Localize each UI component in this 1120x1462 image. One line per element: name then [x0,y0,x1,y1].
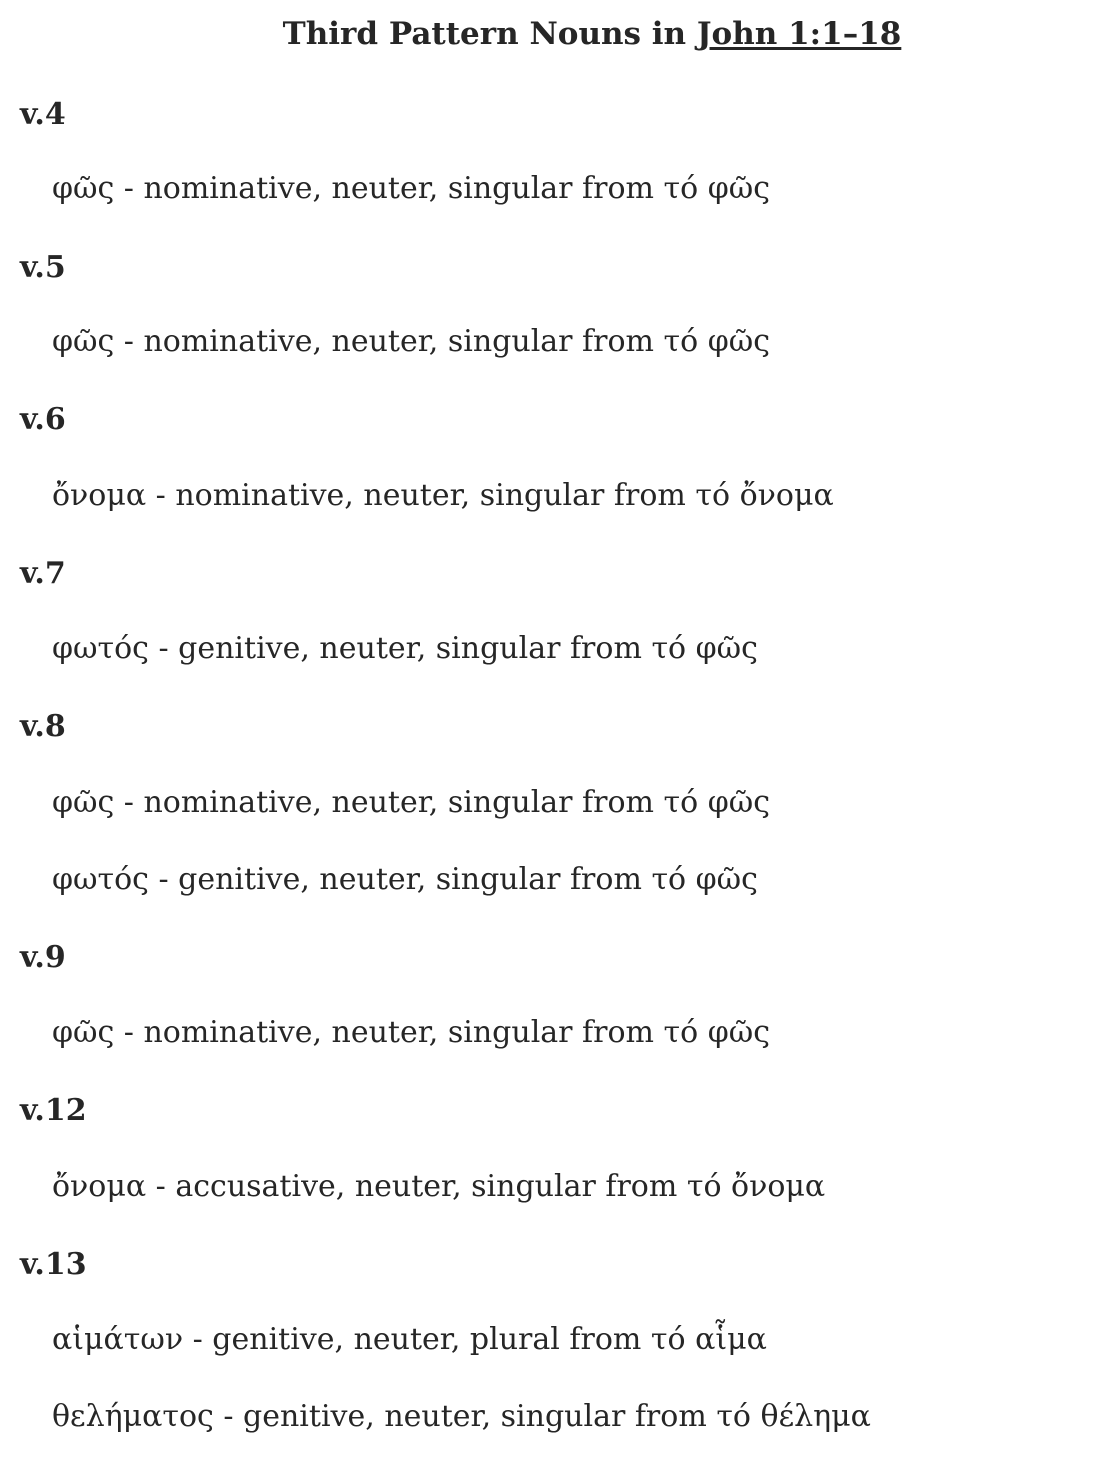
noun-entry: φῶς - nominative, neuter, singular from τό φῶς [52,324,771,359]
noun-entry: φῶς - nominative, neuter, singular from τό φῶς [52,785,771,820]
noun-entry: φῶς - nominative, neuter, singular from τό φῶς [52,171,771,206]
noun-entry: ὄνομα - accusative, neuter, singular from τό ὄνομα [52,1169,826,1204]
passage-reference-link[interactable]: John 1:1–18 [696,16,902,52]
page-title [0,14,1120,54]
verse-heading: v.8 [20,709,66,744]
noun-entry: ὄνομα - nominative, neuter, singular from τό ὄνομα [52,478,834,513]
noun-entry: φῶς - nominative, neuter, singular from τό φῶς [52,1015,771,1050]
noun-entry: αἱμάτων - genitive, neuter, plural from τό αἷμα [52,1322,767,1357]
verse-heading: v.4 [20,97,66,132]
verse-heading: v.7 [20,556,66,591]
noun-entry: φωτός - genitive, neuter, singular from τό φῶς [52,862,758,897]
verse-heading: v.6 [20,402,66,437]
title-prefix: Third Pattern Nouns in [282,16,697,52]
verse-heading: v.12 [20,1093,87,1128]
noun-entry: θελήματος - genitive, neuter, singular from τό θέλημα [52,1399,871,1434]
verse-heading: v.13 [20,1247,87,1282]
verse-heading: v.9 [20,940,66,975]
noun-entry: φωτός - genitive, neuter, singular from τό φῶς [52,631,758,666]
verse-heading: v.5 [20,250,66,285]
